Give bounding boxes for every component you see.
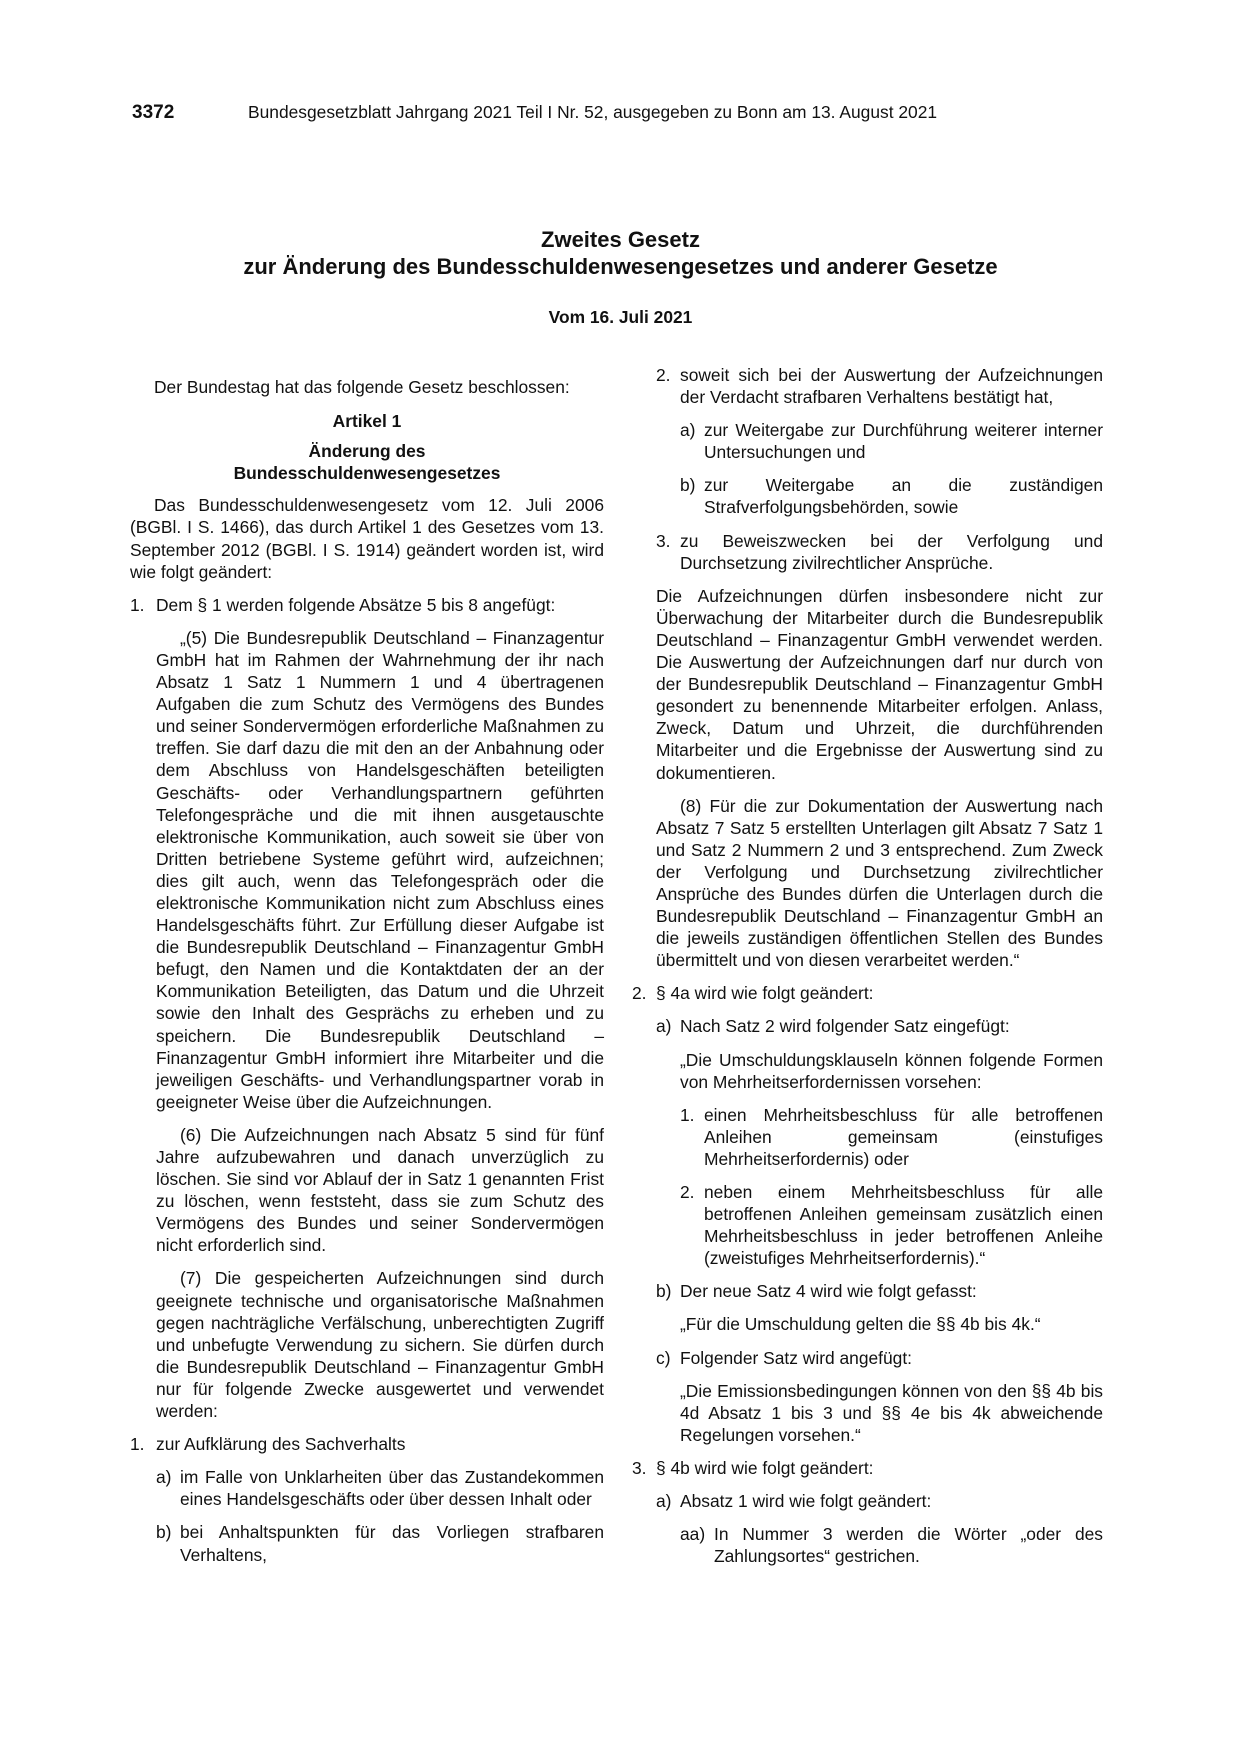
list-item-label: a) [656, 1491, 672, 1512]
enactment-clause [130, 376, 604, 398]
list-item-text: neben einem Mehrheitsbeschluss für alle betroffenen Anleihen gemeinsam zusätzlich einen Mehrheitsbeschluss in jeder betroffenen Anleihe (zweistufiges Mehrheitserfordernis).“ [704, 1182, 1103, 1269]
paragraph-8: (8) Für die zur Dokumentation der Auswertung nach Absatz 7 Satz 5 erstellten Unterlagen gilt Absatz 7 Satz 1 und Satz 2 Nummern 2 und 3 entsprechend. Zum Zweck der Verfolgung und Durchsetzung zivilrechtlicher Ansprüche des Bundes dürfen die Unterlagen durch die Bundesrepublik Deutschland – Finanzagentur GmbH an die jeweils zuständigen öffentlichen Stellen des Bundes übermittelt und von diesen verarbeitet werden.“ [656, 795, 1103, 971]
enactment-text: Der Bundestag hat das folgende Gesetz beschlossen: [154, 377, 570, 397]
article-heading-line-2: Bundesschuldenwesengesetzes [233, 463, 501, 484]
list-item-label: 2. [632, 983, 647, 1004]
list-item-label: 1. [130, 594, 145, 615]
list-item-label: b) [156, 1522, 172, 1543]
list-item-text: zur Weitergabe an die zuständigen Strafverfolgungsbehörden, sowie [704, 475, 1103, 518]
list-item-3 [632, 1457, 1103, 1479]
paragraph-5: „(5) Die Bundesrepublik Deutschland – Finanzagentur GmbH hat im Rahmen der Wahrnehmung der ihr nach Absatz 1 Satz 1 Nummern 1 und 4 übertragenen Aufgaben die zum Schutz des Vermögens des Bundes und seiner Sondervermögen erforderliche Maßnahmen zu treffen. Sie darf dazu die mit den an der Anbahnung oder dem Abschluss von Handelsgeschäften beteiligten Geschäfts- oder Verhandlungspartnern geführten Telefongespräche und die mit ihnen ausgetauschte elektronische Kommunikation, auch soweit sie über von Dritten betriebene Systeme geführt wird, aufzeichnen; dies gilt auch, wenn das Telefongespräch oder die elektronische Kommunikation nicht zum Abschluss eines Handelsgeschäfts führt. Zur Erfüllung dieser Aufgabe ist die Bundesrepublik Deutschland – Finanzagentur GmbH befugt, den Namen und die Kontaktdaten der an der Kommunikation Beteiligten, das Datum und die Uhrzeit sowie den Inhalt des Gesprächs zu erheben und zu speichern. Die Bundesrepublik Deutschland – Finanzagentur GmbH informiert ihre Mitarbeiter und die jeweiligen Geschäfts- und Verhandlungspartner vorab in geeigneter Weise über die Aufzeichnungen. [156, 627, 604, 1112]
purpose-item-1a [130, 1466, 604, 1510]
law-title-line-2: zur Änderung des Bundesschuldenwesengesetzes und anderer Gesetze [243, 254, 998, 279]
list-item-text: zur Weitergabe zur Durchführung weiterer interner Untersuchungen und [704, 420, 1103, 463]
list-item-label: 3. [632, 1457, 647, 1478]
list-item-label: a) [656, 1016, 672, 1037]
list-item-label: b) [680, 475, 696, 496]
list-item-label: aa) [680, 1524, 706, 1545]
left-column [130, 376, 604, 1566]
right-column [632, 364, 1103, 1567]
list-item-text: § 4a wird wie folgt geändert: [656, 983, 874, 1004]
running-title: Bundesgesetzblatt Jahrgang 2021 Teil I Nr. 52, ausgegeben zu Bonn am 13. August 2021 [248, 102, 938, 122]
list-item-text: bei Anhaltspunkten für das Vorliegen strafbaren Verhaltens, [180, 1522, 604, 1565]
item-2b [656, 1280, 1103, 1302]
law-title-line-1: Zweites Gesetz [541, 227, 700, 252]
article-heading-line-1: Änderung des [308, 441, 426, 462]
list-item-label: a) [680, 420, 696, 441]
list-item-text: Dem § 1 werden folgende Absätze 5 bis 8 angefügt: [156, 594, 556, 615]
list-item-text: Absatz 1 wird wie folgt geändert: [680, 1491, 932, 1512]
item-3a-aa [656, 1523, 1103, 1567]
article-number: Artikel 1 [332, 411, 402, 432]
list-item-text: Nach Satz 2 wird folgender Satz eingefügt: [680, 1016, 1010, 1037]
purpose-item-2b [656, 474, 1103, 518]
list-item-text: § 4b wird wie folgt geändert: [656, 1457, 874, 1478]
list-item-text: zu Beweiszwecken bei der Verfolgung und Durchsetzung zivilrechtlicher Ansprüche. [680, 530, 1103, 573]
list-item-2 [632, 982, 1103, 1004]
list-item-text: im Falle von Unklarheiten über das Zustandekommen eines Handelsgeschäfts oder über dessen Inhalt oder [180, 1467, 604, 1510]
list-item-label: 1. [680, 1104, 695, 1125]
quote-item-2 [656, 1181, 1103, 1269]
list-item-label: 2. [680, 1182, 695, 1202]
article-lead: Das Bundesschuldenwesengesetz vom 12. Juli 2006 (BGBl. I S. 1466), das durch Artikel 1 des Gesetzes vom 13. September 2012 (BGBl. I S. 1914) geändert worden ist, wird wie folgt geändert: [130, 495, 604, 582]
list-item-text: Folgender Satz wird angefügt: [680, 1347, 913, 1368]
list-item-label: b) [656, 1281, 672, 1302]
item-3a [656, 1490, 1103, 1512]
law-title [0, 226, 1241, 280]
item-2b-quote: „Für die Umschuldung gelten die §§ 4b bis 4k.“ [680, 1314, 1041, 1335]
item-2c-quote: „Die Emissionsbedingungen können von den §§ 4b bis 4d Absatz 1 bis 3 und §§ 4e bis 4k abweichende Regelungen vorsehen.“ [680, 1380, 1103, 1445]
paragraph-6: (6) Die Aufzeichnungen nach Absatz 5 sind für fünf Jahre aufzubewahren und danach unverzüglich zu löschen. Sie sind vor Ablauf der in Satz 1 genannten Frist zu löschen, wenn feststeht, dass sie zum Schutz des Vermögens des Bundes und seiner Sondervermögen nicht erforderlich sind. [156, 1124, 604, 1256]
list-item-text: soweit sich bei der Auswertung der Aufzeichnungen der Verdacht strafbaren Verhaltens bestätigt hat, [680, 365, 1103, 408]
purpose-item-1 [130, 1433, 604, 1455]
purpose-item-2a [656, 419, 1103, 463]
paragraph-7: (7) Die gespeicherten Aufzeichnungen sind durch geeignete technische und organisatorische Maßnahmen gegen nachträgliche Verfälschung, unberechtigten Zugriff und unbefugte Verwendung zu sichern. Sie dürfen durch die Bundesrepublik Deutschland – Finanzagentur GmbH nur für folgende Zwecke ausgewertet und verwendet werden: [156, 1268, 604, 1422]
law-date: Vom 16. Juli 2021 [548, 307, 693, 327]
item-2a [656, 1015, 1103, 1037]
list-item-label: 2. [656, 365, 671, 385]
page-number: 3372 [132, 102, 175, 123]
list-item-1 [130, 594, 604, 616]
purpose-item-1b [130, 1521, 604, 1565]
list-item-label: 1. [130, 1434, 145, 1455]
list-item-label: c) [656, 1347, 671, 1368]
list-item-text: Der neue Satz 4 wird wie folgt gefasst: [680, 1281, 977, 1302]
usage-restriction: Die Aufzeichnungen dürfen insbesondere nicht zur Überwachung der Mitarbeiter durch die Bundesrepublik Deutschland – Finanzagentur GmbH verwendet werden. Die Auswertung der Aufzeichnungen darf nur durch von der Bundesrepublik Deutschland – Finanzagentur GmbH gesondert zu benennende Mitarbeiter erfolgen. Anlass, Zweck, Datum und Uhrzeit, die durchführenden Mitarbeiter und die Ergebnisse der Auswertung sind zu dokumentieren. [656, 585, 1103, 783]
purpose-item-3 [656, 530, 1103, 574]
list-item-label: a) [156, 1467, 172, 1488]
item-2a-quote: „Die Umschuldungsklauseln können folgende Formen von Mehrheitserfordernissen vorsehen: [680, 1049, 1103, 1092]
list-item-text: zur Aufklärung des Sachverhalts [156, 1434, 406, 1455]
item-2c [656, 1347, 1103, 1369]
list-item-text: einen Mehrheitsbeschluss für alle betroffenen Anleihen gemeinsam (einstufiges Mehrheitserfordernis) oder [704, 1104, 1103, 1169]
quote-item-1 [656, 1104, 1103, 1170]
list-item-label: 3. [656, 530, 671, 551]
list-item-text: In Nummer 3 werden die Wörter „oder des Zahlungsortes“ gestrichen. [714, 1524, 1103, 1567]
purpose-item-2 [656, 364, 1103, 408]
inserted-paragraphs [130, 627, 604, 1422]
